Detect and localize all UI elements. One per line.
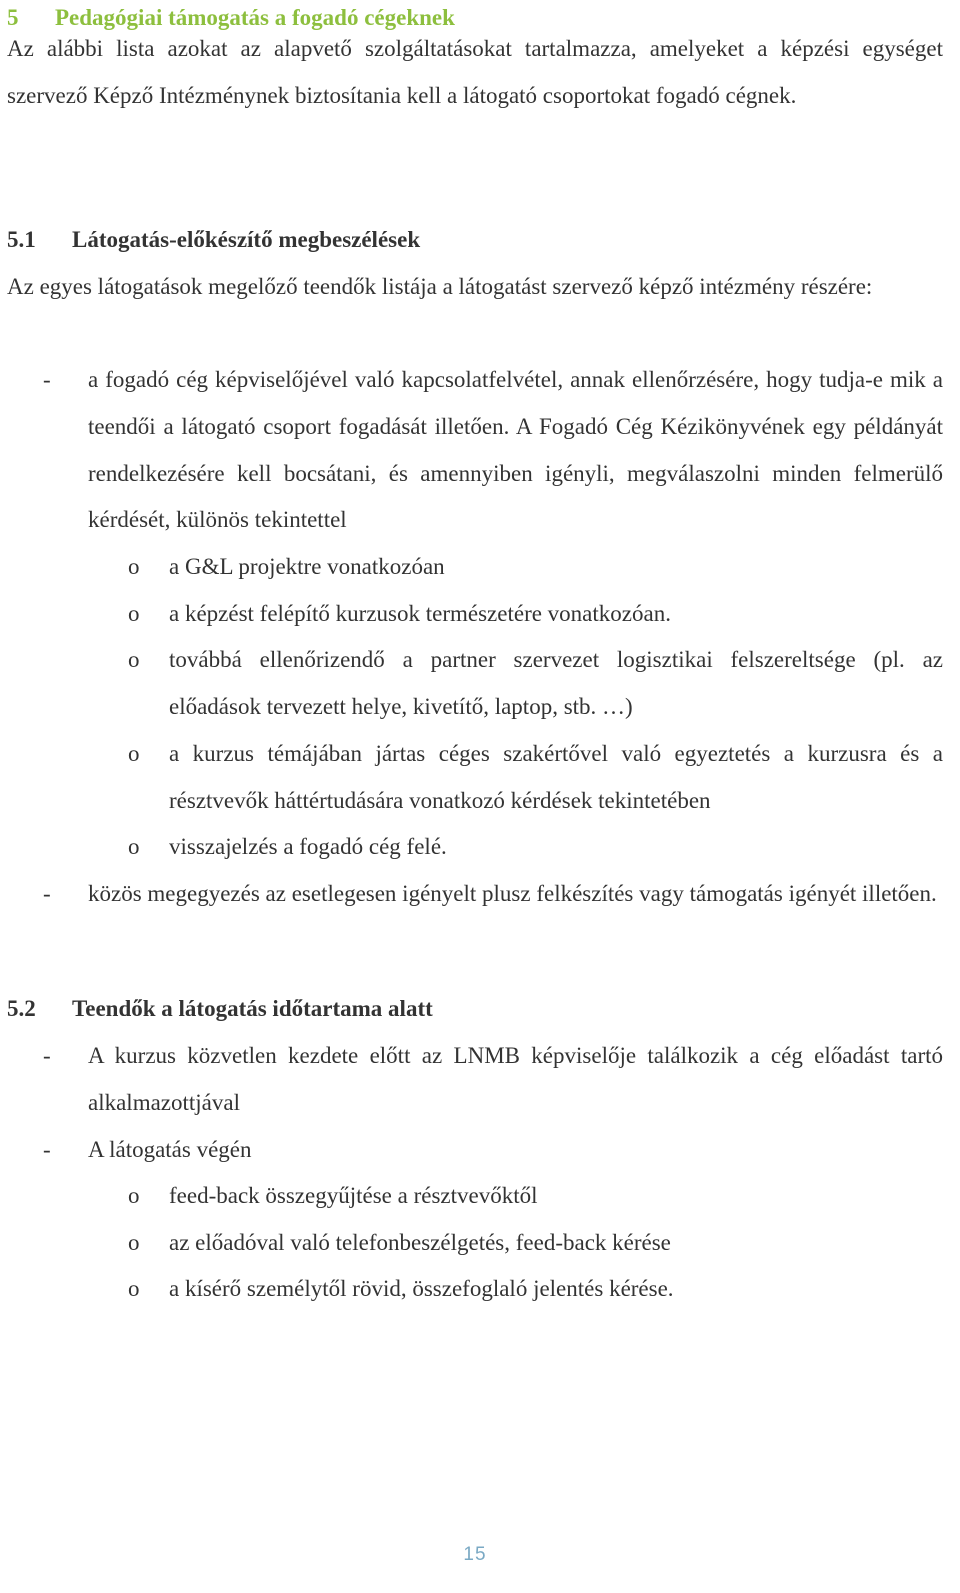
sub-list-item-text: a G&L projektre vonatkozóan (169, 554, 445, 579)
circle-bullet: o (128, 647, 140, 672)
section-5-2-heading (7, 995, 433, 1023)
sub-list-item-text: a kurzus témájában jártas céges szakértővel való egyeztetés a kurzusra és a résztvevők háttértudására vonatkozó kérdések tekintetében (169, 741, 943, 813)
circle-bullet: o (128, 554, 140, 579)
section-5-1-heading (7, 226, 420, 254)
dash-bullet: - (43, 367, 51, 392)
section-5-1-title: Látogatás-előkészítő megbeszélések (72, 227, 421, 252)
circle-bullet: o (128, 1276, 140, 1301)
section-5-1-intro: Az egyes látogatások megelőző teendők listája a látogatást szervező képző intézmény részére: (7, 274, 873, 299)
list-item-text: közös megegyezés az esetlegesen igényelt plusz felkészítés vagy támogatás igényét illetően. (88, 881, 937, 906)
circle-bullet: o (128, 741, 140, 766)
dash-bullet: - (43, 1043, 51, 1068)
section-5-2-number: 5.2 (7, 996, 36, 1021)
circle-bullet: o (128, 1230, 140, 1255)
list-item-text: A látogatás végén (88, 1137, 252, 1162)
circle-bullet: o (128, 1183, 140, 1208)
circle-bullet: o (128, 601, 140, 626)
section-5-1-number: 5.1 (7, 227, 36, 252)
sub-list-item-text: az előadóval való telefonbeszélgetés, feed-back kérése (169, 1230, 671, 1255)
circle-bullet: o (128, 834, 140, 859)
sub-list-item-text: visszajelzés a fogadó cég felé. (169, 834, 447, 859)
list-item-text: a fogadó cég képviselőjével való kapcsolatfelvétel, annak ellenőrzésére, hogy tudja-e mik a teendői a látogató csoport fogadását illetően. A Fogadó Cég Kézikönyvének egy példányát rendelkezésére kell bocsátani, és amennyiben igényli, megválaszolni minden felmerülő kérdését, különös tekintettel (88, 367, 943, 533)
sub-list-item-text: a képzést felépítő kurzusok természetére vonatkozóan. (169, 601, 671, 626)
page-number: 15 (463, 1544, 487, 1565)
section-5-intro: Az alábbi lista azokat az alapvető szolgáltatásokat tartalmazza, amelyeket a képzési egységet szervező Képző Intézménynek biztosítania kell a látogató csoportokat fogadó cégnek. (7, 36, 943, 108)
dash-bullet: - (43, 881, 51, 906)
dash-bullet: - (43, 1137, 51, 1162)
section-5-title: Pedagógiai támogatás a fogadó cégeknek (55, 5, 455, 30)
sub-list-item-text: a kísérő személytől rövid, összefoglaló jelentés kérése. (169, 1276, 674, 1301)
sub-list-item-text: feed-back összegyűjtése a résztvevőktől (169, 1183, 538, 1208)
sub-list-item-text: továbbá ellenőrizendő a partner szervezet logisztikai felszereltsége (pl. az előadások tervezett helye, kivetítő, laptop, stb. …) (169, 647, 943, 719)
list-item-text: A kurzus közvetlen kezdete előtt az LNMB képviselője találkozik a cég előadást tartó alkalmazottjával (88, 1043, 943, 1115)
section-5-number: 5 (7, 5, 19, 30)
section-5-2-title: Teendők a látogatás időtartama alatt (72, 996, 433, 1021)
